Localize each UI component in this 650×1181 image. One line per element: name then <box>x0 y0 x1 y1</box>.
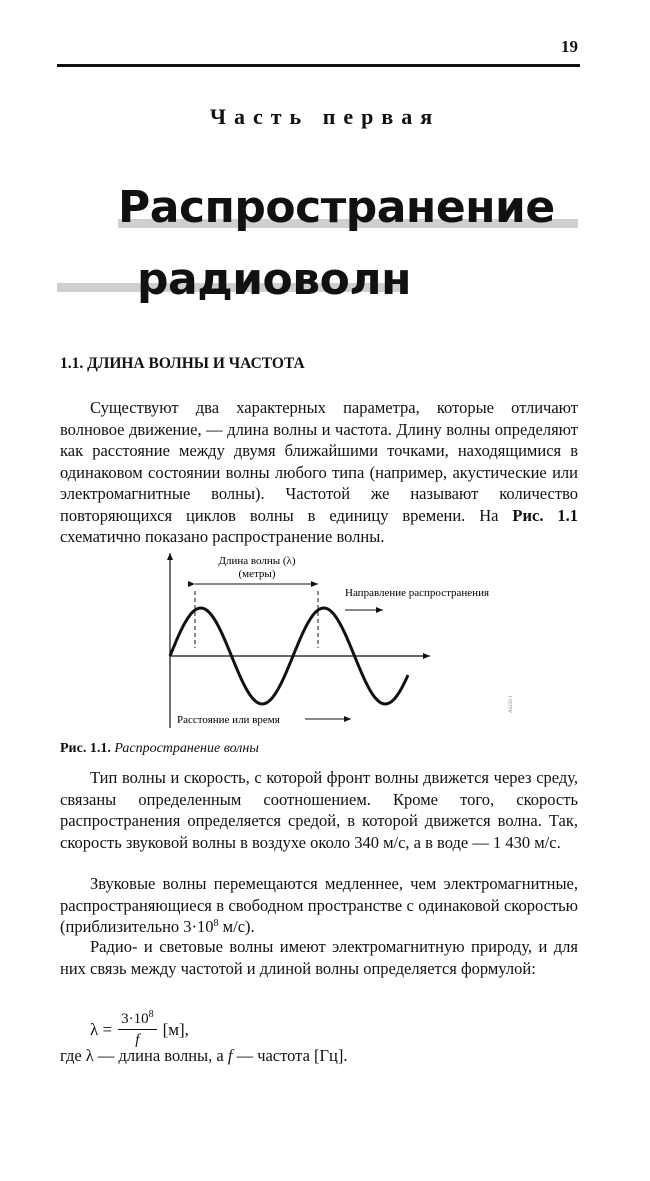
axis-label: Расстояние или время <box>177 714 280 726</box>
header-rule <box>57 64 580 67</box>
paragraph-2: Тип волны и скорость, с которой фронт волны движется через среду, связаны определенным соотношением. Кроме того, скорость распространения определяется средой, в которой движется волна. Так, скорость звуковой волны в воздухе около 340 м/с, а в воде — 1 430 м/с. <box>60 768 578 852</box>
figure-reference: Рис. 1.1 <box>512 505 578 525</box>
numerator-base: 3·10 <box>121 1011 149 1027</box>
paragraph-3 <box>60 873 578 938</box>
section-heading: 1.1. ДЛИНА ВОЛНЫ И ЧАСТОТА <box>60 355 305 372</box>
page-number: 19 <box>561 37 578 56</box>
paragraph-1 <box>60 397 578 548</box>
paragraph-3-tail: м/с). <box>218 917 255 936</box>
exponent: 8 <box>213 918 219 929</box>
paragraph-1-tail: схематично показано распространение волны. <box>60 527 385 546</box>
figure-caption <box>60 741 259 757</box>
wave-figure <box>155 548 515 738</box>
formula-units: [м], <box>162 1020 189 1039</box>
formula-explanation <box>60 1046 348 1066</box>
part-label: Часть первая <box>209 104 441 129</box>
where-suffix: — частота [Гц]. <box>232 1046 348 1065</box>
where-var: f <box>227 1046 233 1065</box>
caption-text: Распространение волны <box>114 741 259 756</box>
caption-label: Рис. 1.1. <box>60 741 111 756</box>
paragraph-1-text: Существуют два характерных параметра, которые отличают волновое движение, — длина волны и частота. Длину волны определяют как расстояние между двумя ближайшими точками, находящимися в одинаковом состоянии волны любого типа (например, акустические или электромагнитные волны). Частотой же называют количество повторяющихся циклов волны в единицу времени. На <box>60 398 578 525</box>
chapter-title-line1: Распространение <box>118 182 555 233</box>
paragraph-3-text: Звуковые волны перемещаются медленнее, чем электромагнитные, распространяющиеся в свободном пространстве с одинаковой скоростью (приблизительно 3·10 <box>60 874 578 936</box>
numerator-exponent: 8 <box>148 1009 154 1020</box>
direction-label: Направление распространения <box>345 587 490 599</box>
chapter-title-line2: радиоволн <box>137 254 411 305</box>
formula-numerator <box>118 1011 157 1030</box>
figure-code: A0233-1 <box>509 695 514 713</box>
formula-denominator: f <box>135 1032 140 1048</box>
formula-fraction <box>118 1011 157 1049</box>
formula-lhs: λ = <box>90 1020 113 1039</box>
where-prefix: где λ — длина волны, а <box>60 1046 228 1065</box>
wavelength-label: Длина волны (λ) <box>218 555 296 567</box>
wavelength-units: (метры) <box>238 568 276 580</box>
paragraph-4: Радио- и световые волны имеют электромагнитную природу, и для них связь между частотой и длиной волны определяется формулой: <box>60 937 578 978</box>
